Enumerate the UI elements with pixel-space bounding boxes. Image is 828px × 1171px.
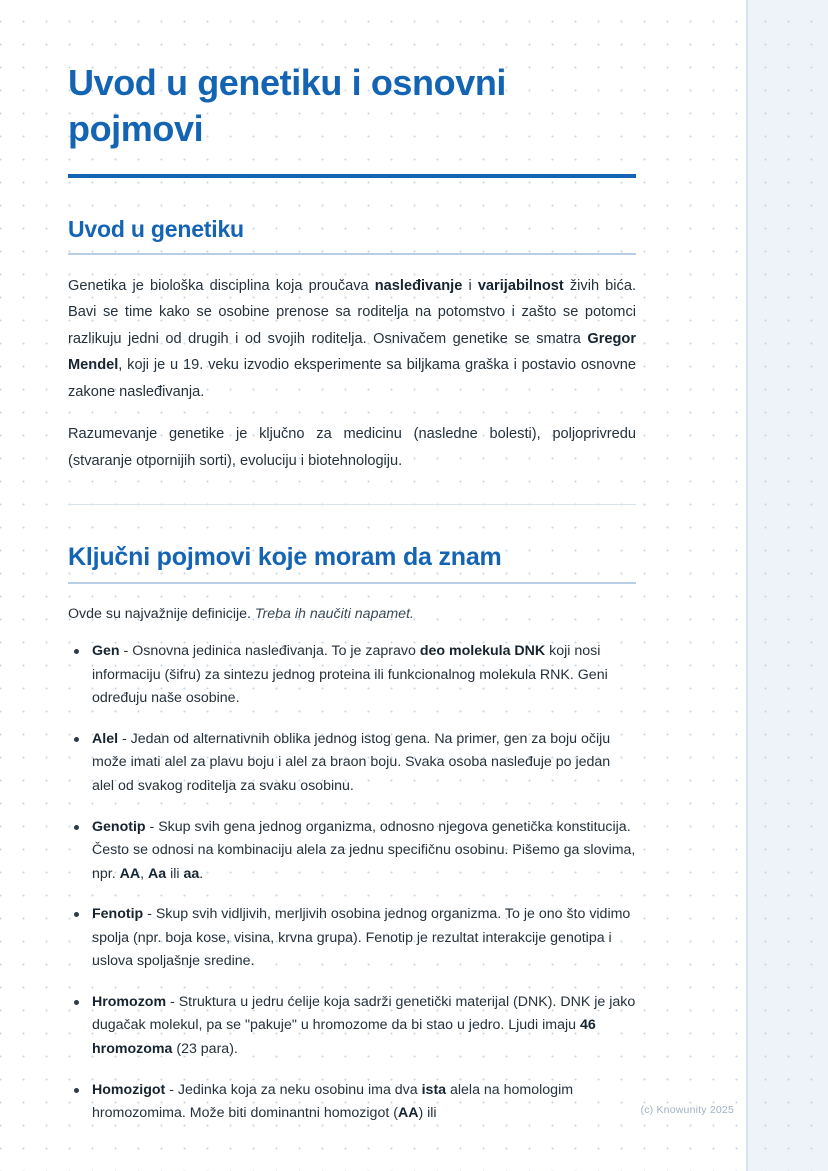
section-kljucni-pojmovi — [68, 543, 636, 1125]
footer-credit: (c) Knowunity 2025 — [640, 1104, 734, 1116]
emphasis-text: nasleđivanje — [374, 277, 463, 294]
emphasis-text: Fenotip — [92, 906, 144, 923]
terms-list — [68, 640, 636, 1126]
list-item: Fenotip - Skup svih vidljivih, merljivih osobina jednog organizma. To je ono što vidimo spolja (npr. boja kose, visina, krvna grupa). Fenotip je rezultat interakcije genotipa i uslova spoljašnje sredine. — [68, 903, 636, 974]
document-content — [68, 60, 636, 1143]
terms-lead-italic: Treba ih naučiti napamet. — [254, 605, 414, 622]
list-item: Gen - Osnovna jedinica nasleđivanja. To je zapravo deo molekula DNK koji nosi informaciju (šifru) za sintezu jednog proteina ili funkcionalnog molekula RNK. Geni određuju naše osobine. — [68, 640, 636, 711]
emphasis-text: Gen — [92, 643, 120, 660]
emphasis-text: varijabilnost — [477, 277, 564, 294]
emphasis-text: Aa — [148, 865, 167, 882]
section-heading-uvod: Uvod u genetiku — [68, 216, 244, 243]
emphasis-text: aa — [183, 865, 200, 882]
list-item: Genotip - Skup svih gena jednog organizma, odnosno njegova genetička konstitucija. Često se odnosi na kombinaciju alela za jednu specifičnu osobinu. Pišemo ga slovima, npr. AA, Aa ili aa. — [68, 816, 636, 887]
emphasis-text: Alel — [92, 730, 119, 747]
emphasis-text: Homozigot — [92, 1081, 166, 1098]
heading-underline — [68, 582, 636, 584]
emphasis-text: AA — [397, 1105, 419, 1122]
emphasis-text: ista — [421, 1081, 447, 1098]
emphasis-text: Hromozom — [92, 993, 167, 1010]
emphasis-text: AA — [119, 865, 141, 882]
terms-lead-text — [68, 602, 636, 626]
page-title: Uvod u genetiku i osnovni pojmovi — [68, 62, 507, 150]
terms-lead-plain: Ovde su najvažnije definicije. — [68, 605, 255, 622]
list-item: Alel - Jedan od alternativnih oblika jednog istog gena. Na primer, gen za boju očiju može imati alel za plavu boju i alel za braon boju. Svaka osoba nasleđuje po jedan alel od svakog roditelja za svaku osobinu. — [68, 728, 636, 799]
paragraph: Genetika je biološka disciplina koja proučava nasleđivanje i varijabilnost živih bića. Bavi se time kako se osobine prenose sa roditelja na potomstvo i zašto se potomci razlikuju jedni od drugih i od svojih roditelja. Osnivačem genetike se smatra Gregor Mendel, koji je u 19. veku izvodio eksperimente sa biljkama graška i postavio osnovne zakone nasleđivanja. — [68, 277, 636, 400]
title-underline — [68, 174, 636, 178]
emphasis-text: 46 hromozoma — [92, 1017, 596, 1057]
emphasis-text: deo molekula DNK — [419, 643, 546, 660]
section-divider — [68, 504, 636, 505]
emphasis-text: Genotip — [92, 818, 146, 835]
section-heading-kljucni-pojmovi: Ključni pojmovi koje moram da znam — [68, 543, 502, 572]
list-item: Hromozom - Struktura u jedru ćelije koja sadrži genetički materijal (DNK). DNK je jako dugačak molekul, pa se "pakuje" u hromozome da bi stao u jedro. Ljudi imaju 46 hromozoma (23 para). — [68, 991, 636, 1062]
emphasis-text: Gregor Mendel — [68, 330, 636, 374]
right-decorative-strip — [746, 0, 828, 1171]
intro-paragraphs — [68, 273, 636, 475]
section-uvod-u-genetiku — [68, 216, 636, 505]
list-item: Homozigot - Jedinka koja za neku osobinu ima dva ista alela na homologim hromozomima. Može biti dominantni homozigot (AA) ili — [68, 1079, 636, 1126]
heading-underline — [68, 253, 636, 255]
paragraph: Razumevanje genetike je ključno za medicinu (nasledne bolesti), poljoprivredu (stvaranje otpornijih sorti), evoluciju i biotehnologiju. — [68, 426, 636, 469]
